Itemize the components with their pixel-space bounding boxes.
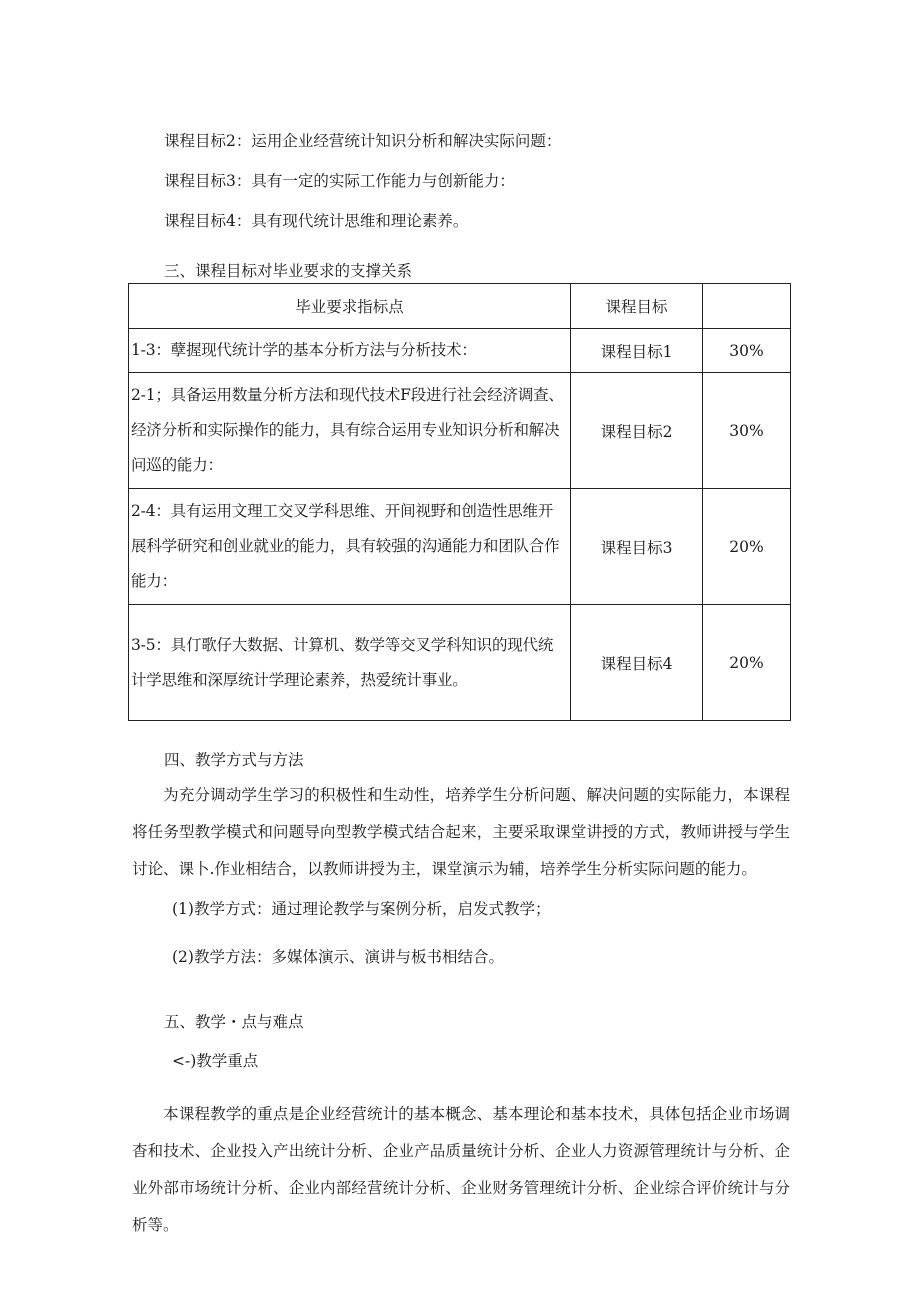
weight-cell: 30% — [703, 373, 791, 489]
section5-paragraph — [132, 1096, 790, 1244]
section5-subtitle: <-)教学重点 — [172, 1052, 259, 1070]
teaching-method-item: (2)教学方法：多媒体演示、演讲与板书相结合。 — [172, 948, 504, 966]
section4-paragraph — [132, 777, 790, 888]
weight-cell: 20% — [703, 489, 791, 605]
requirement-cell: 2-4：具有运用文理工交叉学科思维、开间视野和创造性思维开展科学研究和创业就业的能力，具有较强的沟通能力和团队合作能力： — [129, 489, 571, 605]
weight-cell: 20% — [703, 605, 791, 721]
header-requirement: 毕业要求指标点 — [129, 284, 571, 329]
header-weight — [703, 284, 791, 329]
header-course-goal: 课程目标 — [571, 284, 703, 329]
goal-cell: 课程目标1 — [571, 329, 703, 373]
section5-paragraph-text: 本课程教学的重点是企业经营统计的基本概念、基本理论和基本技术，具体包括企业市场调杳和技术、企业投入产出统计分析、企业产品质量统计分析、企业人力资源管理统计与分析、企业外部市场统计分析、企业内部经营统计分析、企业财务管理统计分析、企业综合评价统计与分析等。 — [132, 1105, 790, 1234]
table-row — [129, 329, 791, 373]
section4-title: 四、教学方式与方法 — [164, 751, 304, 769]
goal-cell: 课程目标2 — [571, 373, 703, 489]
goal-cell: 课程目标4 — [571, 605, 703, 721]
teaching-mode-item: (1)教学方式：通过理论教学与案例分析，启发式教学； — [172, 900, 551, 918]
requirement-cell: 2-1；具备运用数量分析方法和现代技术F段进行社会经济调查、经济分析和实际操作的能力，具有综合运用专业知识分析和解决问巡的能力： — [129, 373, 571, 489]
section3-title: 三、课程目标对毕业要求的支撑关系 — [164, 262, 413, 280]
course-goal-2: 课程目标2：运用企业经营统计知识分析和解决实际问题： — [164, 132, 562, 150]
table-row — [129, 373, 791, 489]
table-row — [129, 605, 791, 721]
table-row — [129, 489, 791, 605]
course-goal-4: 课程目标4：具有现代统计思维和理论素养。 — [164, 212, 469, 230]
course-goal-3: 课程目标3：具有一定的实际工作能力与创新能力： — [164, 172, 515, 190]
weight-cell: 30% — [703, 329, 791, 373]
support-table — [128, 283, 791, 721]
section4-paragraph-text: 为充分调动学生学习的积极性和生动性，培养学生分析问题、解决问题的实际能力，本课程将任务型教学模式和问题导向型教学模式结合起来，主要采取课堂讲授的方式，教师讲授与学生讨论、课卜.作业相结合，以教师讲授为主，课堂演示为辅，培养学生分析实际问题的能力。 — [132, 786, 790, 878]
requirement-cell: 3-5：具仃歌仔大数据、计算机、数学等交叉学科知识的现代统计学思维和深厚统计学理论素养，热爱统计事业。 — [129, 605, 571, 721]
goal-cell: 课程目标3 — [571, 489, 703, 605]
section5-title: 五、教学・点与难点 — [164, 1013, 304, 1031]
requirement-cell: 1-3：孽握现代统计学的基本分析方法与分析技术： — [129, 329, 571, 373]
table-header-row — [129, 284, 791, 329]
